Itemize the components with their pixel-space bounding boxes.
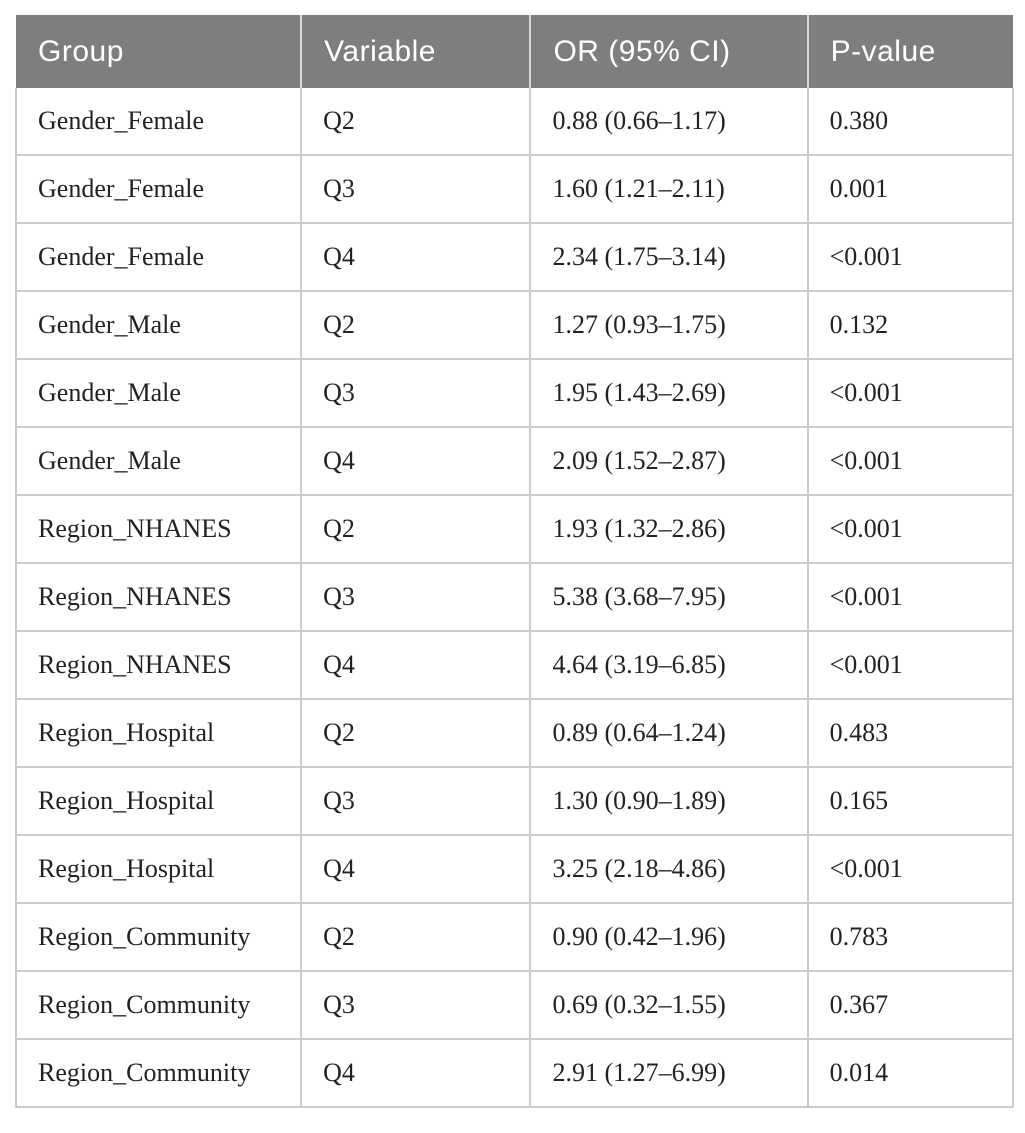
table-cell: Gender_Male <box>16 291 301 359</box>
table-cell: 4.64 (3.19–6.85) <box>530 631 807 699</box>
table-cell: Gender_Female <box>16 88 301 155</box>
table-cell: <0.001 <box>808 427 1013 495</box>
table-cell: Q3 <box>301 563 530 631</box>
table-row <box>16 563 1013 631</box>
table-header-row <box>16 15 1013 88</box>
table-cell: <0.001 <box>808 563 1013 631</box>
table-cell: Region_Hospital <box>16 767 301 835</box>
table-cell: 0.367 <box>808 971 1013 1039</box>
table-cell: Q2 <box>301 495 530 563</box>
table-cell: 0.483 <box>808 699 1013 767</box>
table-cell: 0.88 (0.66–1.17) <box>530 88 807 155</box>
table-cell: 3.25 (2.18–4.86) <box>530 835 807 903</box>
table-cell: Q2 <box>301 903 530 971</box>
table-body <box>16 88 1013 1107</box>
table-cell: Q3 <box>301 359 530 427</box>
table-cell: 2.91 (1.27–6.99) <box>530 1039 807 1107</box>
table-row <box>16 631 1013 699</box>
table-cell: <0.001 <box>808 359 1013 427</box>
table-cell: 1.95 (1.43–2.69) <box>530 359 807 427</box>
table-cell: 0.89 (0.64–1.24) <box>530 699 807 767</box>
table-cell: Region_Hospital <box>16 835 301 903</box>
table-cell: Q4 <box>301 835 530 903</box>
table-header <box>16 15 1013 88</box>
table-cell: 2.34 (1.75–3.14) <box>530 223 807 291</box>
table-cell: 0.001 <box>808 155 1013 223</box>
table-row <box>16 1039 1013 1107</box>
table-cell: Q4 <box>301 427 530 495</box>
table-row <box>16 359 1013 427</box>
table-cell: Region_Hospital <box>16 699 301 767</box>
table-row <box>16 427 1013 495</box>
table-cell: 0.014 <box>808 1039 1013 1107</box>
column-header: Group <box>16 15 301 88</box>
column-header: P-value <box>808 15 1013 88</box>
table-cell: 5.38 (3.68–7.95) <box>530 563 807 631</box>
table-cell: <0.001 <box>808 631 1013 699</box>
table-cell: 0.380 <box>808 88 1013 155</box>
table-cell: Q3 <box>301 155 530 223</box>
table-cell: 0.165 <box>808 767 1013 835</box>
table-cell: 1.60 (1.21–2.11) <box>530 155 807 223</box>
table-cell: 1.27 (0.93–1.75) <box>530 291 807 359</box>
table-cell: Gender_Female <box>16 155 301 223</box>
table-row <box>16 88 1013 155</box>
table-cell: 0.132 <box>808 291 1013 359</box>
table-row <box>16 971 1013 1039</box>
table-row <box>16 835 1013 903</box>
table-cell: Region_Community <box>16 971 301 1039</box>
table-cell: Region_Community <box>16 903 301 971</box>
table-cell: Gender_Male <box>16 427 301 495</box>
table-cell: Q2 <box>301 88 530 155</box>
table-cell: Q4 <box>301 223 530 291</box>
table-cell: <0.001 <box>808 835 1013 903</box>
table-cell: 2.09 (1.52–2.87) <box>530 427 807 495</box>
table-cell: Region_NHANES <box>16 495 301 563</box>
table-cell: Region_NHANES <box>16 631 301 699</box>
table-cell: Q3 <box>301 971 530 1039</box>
table-cell: Gender_Male <box>16 359 301 427</box>
table-row <box>16 767 1013 835</box>
table-cell: Q2 <box>301 699 530 767</box>
table-cell: 1.30 (0.90–1.89) <box>530 767 807 835</box>
column-header: Variable <box>301 15 530 88</box>
table-row <box>16 291 1013 359</box>
table-row <box>16 155 1013 223</box>
table-cell: Q2 <box>301 291 530 359</box>
table-cell: Gender_Female <box>16 223 301 291</box>
table-cell: Region_Community <box>16 1039 301 1107</box>
table-cell: 1.93 (1.32–2.86) <box>530 495 807 563</box>
table-cell: 0.90 (0.42–1.96) <box>530 903 807 971</box>
column-header: OR (95% CI) <box>530 15 807 88</box>
table-cell: 0.69 (0.32–1.55) <box>530 971 807 1039</box>
table-cell: Q3 <box>301 767 530 835</box>
results-table-container <box>15 15 1014 1108</box>
table-cell: Q4 <box>301 1039 530 1107</box>
table-cell: <0.001 <box>808 495 1013 563</box>
table-row <box>16 223 1013 291</box>
table-cell: <0.001 <box>808 223 1013 291</box>
table-cell: Q4 <box>301 631 530 699</box>
table-row <box>16 903 1013 971</box>
table-cell: Region_NHANES <box>16 563 301 631</box>
table-row <box>16 699 1013 767</box>
results-table <box>15 15 1014 1108</box>
table-cell: 0.783 <box>808 903 1013 971</box>
table-row <box>16 495 1013 563</box>
